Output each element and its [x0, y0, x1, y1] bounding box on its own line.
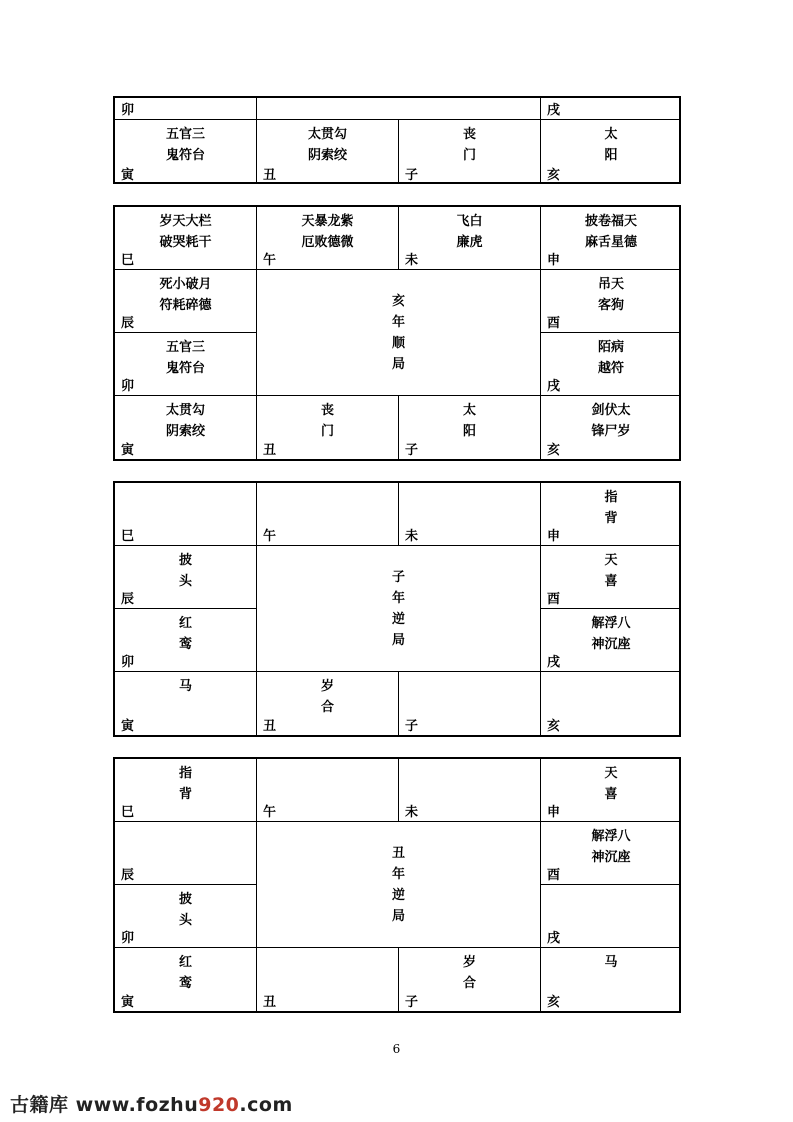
star-line: 岁 — [320, 679, 334, 694]
star-line: 丧 — [320, 403, 334, 418]
cell-you — [541, 822, 681, 885]
cell-chen — [115, 822, 257, 885]
cell-wu — [257, 483, 399, 546]
branch-label: 卯 — [121, 655, 135, 670]
star-line: 披 — [178, 892, 192, 907]
star-list — [399, 952, 540, 994]
watermark-url-number: 920 — [198, 1094, 240, 1116]
star-line: 头 — [178, 913, 192, 928]
star-line: 喜 — [604, 574, 618, 589]
star-line: 太 — [462, 403, 476, 418]
cell-xu — [541, 609, 681, 672]
branch-label: 午 — [263, 805, 277, 820]
branch-label: 亥 — [547, 443, 561, 458]
cell-xu — [541, 98, 681, 120]
star-line: 剑伏太 — [591, 403, 631, 418]
star-list — [541, 550, 681, 592]
star-list — [541, 952, 681, 973]
branch-label: 丑 — [263, 443, 277, 458]
branch-label: 午 — [263, 529, 277, 544]
cell-wu — [257, 207, 399, 270]
star-list — [115, 550, 256, 592]
cell-wu — [257, 759, 399, 822]
branch-label: 酉 — [547, 592, 561, 607]
branch-label: 酉 — [547, 868, 561, 883]
cell-si — [115, 483, 257, 546]
chart-center — [257, 822, 541, 948]
cell-zi — [399, 672, 541, 735]
star-line: 太 — [604, 127, 618, 142]
star-list — [541, 211, 681, 253]
branch-label: 未 — [405, 253, 419, 268]
cell-wei — [399, 207, 541, 270]
branch-label: 子 — [405, 168, 419, 183]
cell-shen — [541, 483, 681, 546]
star-list — [541, 763, 681, 805]
branch-label: 卯 — [121, 103, 135, 118]
branch-label: 戌 — [547, 655, 561, 670]
star-list — [541, 826, 681, 868]
branch-label: 亥 — [547, 168, 561, 183]
branch-label: 卯 — [121, 931, 135, 946]
branch-label: 子 — [405, 719, 419, 734]
branch-label: 巳 — [121, 253, 135, 268]
star-line: 天 — [604, 553, 618, 568]
star-line: 丧 — [462, 127, 476, 142]
star-line: 锋尸岁 — [591, 424, 631, 439]
star-list — [399, 400, 540, 442]
cell-wei — [399, 759, 541, 822]
star-line: 岁 — [462, 955, 476, 970]
cell-yin — [115, 396, 257, 459]
star-line: 阴索绞 — [307, 148, 347, 163]
star-list — [541, 274, 681, 316]
branch-label: 未 — [405, 805, 419, 820]
cell-hai — [541, 396, 681, 459]
chart-center — [257, 270, 541, 396]
cell-blank — [257, 98, 541, 120]
star-list — [541, 400, 681, 442]
star-line: 鸾 — [178, 637, 192, 652]
center-text: 亥年顺局 — [392, 293, 406, 372]
star-line: 指 — [604, 490, 618, 505]
star-line: 解浮八 — [591, 616, 631, 631]
cell-zi — [399, 120, 541, 184]
star-line: 门 — [462, 148, 476, 163]
star-line: 门 — [320, 424, 334, 439]
star-list — [257, 676, 398, 718]
branch-label: 午 — [263, 253, 277, 268]
watermark-url-suffix: .com — [239, 1094, 293, 1116]
branch-label: 申 — [547, 529, 561, 544]
star-line: 陌病 — [597, 340, 624, 355]
star-line: 神沉座 — [591, 850, 631, 865]
branch-label: 戌 — [547, 103, 561, 118]
cell-you — [541, 270, 681, 333]
star-line: 背 — [604, 511, 618, 526]
branch-label: 亥 — [547, 719, 561, 734]
page-number: 6 — [392, 1042, 401, 1056]
star-line: 飞白 — [456, 214, 483, 229]
cell-shen — [541, 207, 681, 270]
branch-label: 子 — [405, 995, 419, 1010]
star-line: 天 — [604, 766, 618, 781]
watermark-brand: 古籍库 — [10, 1094, 69, 1116]
star-line: 红 — [178, 955, 192, 970]
star-list — [257, 211, 398, 253]
branch-label: 辰 — [121, 868, 135, 883]
cell-hai — [541, 120, 681, 184]
watermark — [10, 1090, 293, 1117]
star-list — [399, 211, 540, 253]
star-line: 岁天大栏 — [159, 214, 212, 229]
star-line: 解浮八 — [591, 829, 631, 844]
star-line: 廉虎 — [456, 235, 483, 250]
star-line: 头 — [178, 574, 192, 589]
star-list — [115, 211, 256, 253]
star-line: 五官三 — [165, 340, 205, 355]
star-line: 符耗碎德 — [159, 298, 212, 313]
star-line: 越符 — [597, 361, 624, 376]
star-line: 鬼符台 — [165, 148, 205, 163]
branch-label: 酉 — [547, 316, 561, 331]
cell-si — [115, 207, 257, 270]
cell-hai — [541, 672, 681, 735]
star-line: 合 — [320, 700, 334, 715]
cell-yin — [115, 672, 257, 735]
star-line: 马 — [178, 679, 192, 694]
branch-label: 丑 — [263, 719, 277, 734]
branch-label: 寅 — [121, 719, 135, 734]
branch-label: 寅 — [121, 168, 135, 183]
branch-label: 卯 — [121, 379, 135, 394]
chart-center — [257, 546, 541, 672]
star-list — [115, 676, 256, 697]
star-list — [541, 487, 681, 529]
star-line: 披 — [178, 553, 192, 568]
chart-3 — [113, 757, 681, 1013]
star-list — [115, 274, 256, 316]
star-line: 太贯勾 — [165, 403, 205, 418]
cell-shen — [541, 759, 681, 822]
branch-label: 申 — [547, 253, 561, 268]
branch-label: 巳 — [121, 805, 135, 820]
star-line: 天暴龙紫 — [301, 214, 354, 229]
star-line: 阳 — [604, 148, 618, 163]
star-line: 阴索绞 — [165, 424, 205, 439]
cell-mao — [115, 609, 257, 672]
star-line: 红 — [178, 616, 192, 631]
branch-label: 未 — [405, 529, 419, 544]
chart-1 — [113, 205, 681, 461]
cell-you — [541, 546, 681, 609]
star-line: 神沉座 — [591, 637, 631, 652]
star-line: 披卷福天 — [584, 214, 637, 229]
branch-label: 辰 — [121, 316, 135, 331]
cell-chou — [257, 120, 399, 184]
star-list — [115, 952, 256, 994]
cell-yin — [115, 120, 257, 184]
star-line: 五官三 — [165, 127, 205, 142]
cell-mao — [115, 333, 257, 396]
star-line: 阳 — [462, 424, 476, 439]
watermark-url-prefix: www.fozhu — [75, 1094, 199, 1116]
cell-chou — [257, 396, 399, 459]
star-line: 厄败德微 — [301, 235, 354, 250]
star-line: 麻舌星德 — [584, 235, 637, 250]
branch-label: 寅 — [121, 443, 135, 458]
cell-si — [115, 759, 257, 822]
star-list — [115, 400, 256, 442]
cell-mao — [115, 98, 257, 120]
star-line: 喜 — [604, 787, 618, 802]
star-list — [541, 613, 681, 655]
cell-zi — [399, 948, 541, 1011]
star-list — [257, 400, 398, 442]
cell-xu — [541, 885, 681, 948]
star-line: 鸾 — [178, 976, 192, 991]
star-line: 死小破月 — [159, 277, 212, 292]
cell-chen — [115, 270, 257, 333]
star-list — [541, 124, 681, 166]
cell-mao — [115, 885, 257, 948]
branch-label: 申 — [547, 805, 561, 820]
cell-wei — [399, 483, 541, 546]
branch-label: 丑 — [263, 995, 277, 1010]
branch-label: 戌 — [547, 379, 561, 394]
star-list — [115, 889, 256, 931]
cell-chen — [115, 546, 257, 609]
star-line: 破哭耗干 — [159, 235, 212, 250]
star-list — [115, 613, 256, 655]
star-line: 背 — [178, 787, 192, 802]
chart-partial — [113, 96, 681, 184]
star-list — [399, 124, 540, 166]
branch-label: 辰 — [121, 592, 135, 607]
branch-label: 戌 — [547, 931, 561, 946]
star-list — [115, 763, 256, 805]
star-line: 指 — [178, 766, 192, 781]
star-line: 鬼符台 — [165, 361, 205, 376]
star-line: 吊天 — [597, 277, 624, 292]
star-list — [115, 124, 256, 166]
star-line: 合 — [462, 976, 476, 991]
branch-label: 寅 — [121, 995, 135, 1010]
cell-chou — [257, 948, 399, 1011]
star-list — [541, 337, 681, 379]
cell-zi — [399, 396, 541, 459]
star-line: 马 — [604, 955, 618, 970]
cell-chou — [257, 672, 399, 735]
branch-label: 丑 — [263, 168, 277, 183]
cell-hai — [541, 948, 681, 1011]
star-line: 客狗 — [597, 298, 624, 313]
branch-label: 子 — [405, 443, 419, 458]
star-list — [257, 124, 398, 166]
star-list — [115, 337, 256, 379]
center-text: 丑年逆局 — [392, 845, 406, 924]
branch-label: 亥 — [547, 995, 561, 1010]
star-line: 太贯勾 — [307, 127, 347, 142]
cell-xu — [541, 333, 681, 396]
cell-yin — [115, 948, 257, 1011]
branch-label: 巳 — [121, 529, 135, 544]
chart-2 — [113, 481, 681, 737]
center-text: 子年逆局 — [392, 569, 406, 648]
